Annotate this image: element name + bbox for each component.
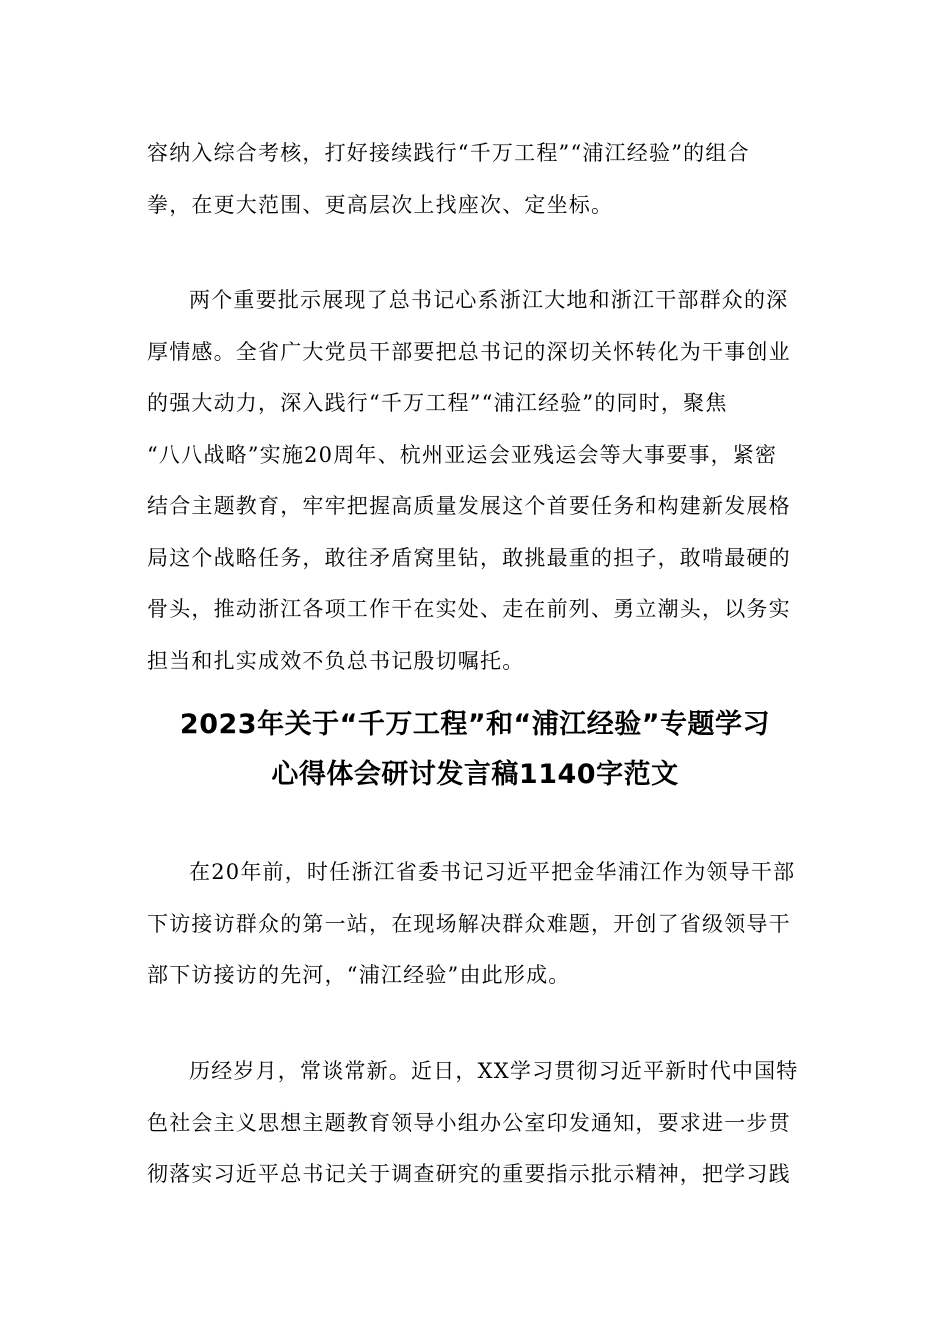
- paragraph-instructions-significance: [147, 275, 807, 687]
- text-line: 拳，在更大范围、更高层次上找座次、定坐标。: [147, 192, 614, 217]
- text-line: 部下访接访的先河，“浦江经验”由此形成。: [147, 963, 571, 987]
- paragraph-continuation: [147, 128, 807, 231]
- text-line: 容纳入综合考核，打好接续践行“千万工程”“浦江经验”的组合: [147, 141, 750, 165]
- text-line: “八八战略”实施20周年、杭州亚运会亚残运会等大事要事，紧密: [147, 442, 778, 467]
- paragraph-recent-notice: [147, 1046, 807, 1201]
- text-line: 骨头，推动浙江各项工作干在实处、走在前列、勇立潮头，以务实: [147, 597, 791, 621]
- text-line: 局这个战略任务，敢往矛盾窝里钻，敢挑最重的担子，敢啃最硬的: [147, 545, 791, 570]
- text-line: 两个重要批示展现了总书记心系浙江大地和浙江干部群众的深: [189, 288, 789, 312]
- text-line: 下访接访群众的第一站，在现场解决群众难题，开创了省级领导干: [147, 911, 791, 936]
- document-heading: [120, 700, 830, 800]
- text-line: 结合主题教育，牢牢把握高质量发展这个首要任务和构建新发展格: [147, 494, 791, 518]
- text-line: 担当和扎实成效不负总书记殷切嘱托。: [147, 648, 525, 673]
- text-line: 在20年前，时任浙江省委书记习近平把金华浦江作为领导干部: [189, 860, 796, 884]
- paragraph-pujiang-origin: [147, 847, 807, 1002]
- text-line: 的强大动力，深入践行“千万工程”“浦江经验”的同时，聚焦: [147, 391, 728, 415]
- text-line: 色社会主义思想主题教育领导小组办公室印发通知，要求进一步贯: [147, 1110, 791, 1135]
- heading-line: 心得体会研讨发言稿1140字范文: [271, 759, 679, 790]
- text-line: 彻落实习近平总书记关于调查研究的重要指示批示精神，把学习践: [147, 1162, 791, 1186]
- text-line: 厚情感。全省广大党员干部要把总书记的深切关怀转化为干事创业: [147, 339, 791, 364]
- heading-line: 2023年关于“千万工程”和“浦江经验”专题学习: [179, 709, 771, 740]
- text-line: 历经岁月，常谈常新。近日，XX学习贯彻习近平新时代中国特: [189, 1059, 799, 1083]
